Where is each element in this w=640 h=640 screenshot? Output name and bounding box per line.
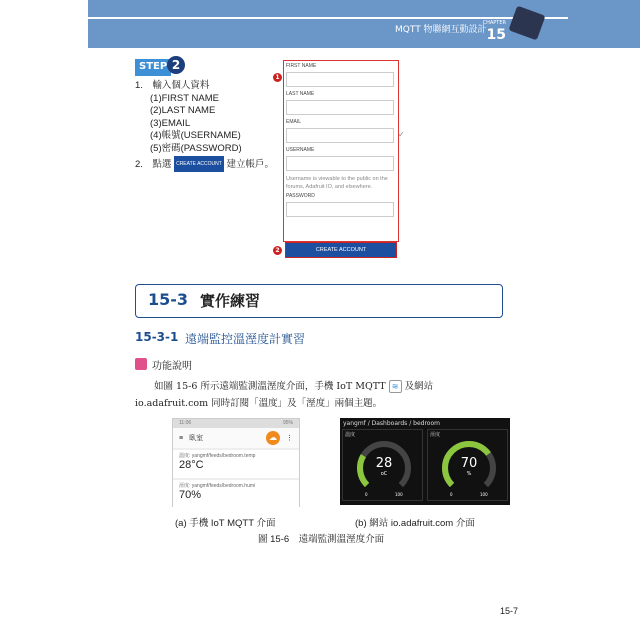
step-item: (3)EMAIL — [150, 117, 191, 129]
cloud-icon: ☁ — [266, 431, 280, 445]
web-breadcrumb: yangmf / Dashboards / bedroom — [343, 420, 440, 427]
phone-screenshot — [172, 418, 300, 507]
gauge-min: 0 — [365, 492, 368, 497]
feed-label: 溼度: yangmf/feeds/bedroom.humi — [179, 483, 256, 489]
step-item-2 — [135, 156, 274, 173]
gauge-label: 溫度 — [345, 432, 356, 438]
step-text: 2. 點選 — [135, 158, 172, 170]
gauge-panel — [342, 429, 423, 501]
feed-value: 28°C — [179, 459, 204, 471]
feed-value: 70% — [179, 489, 202, 501]
step-item: (1)FIRST NAME — [150, 92, 219, 104]
function-label: 功能說明 — [152, 361, 192, 372]
more-icon: ⋮ — [286, 435, 293, 442]
feed-label: 溫度: yangmf/feeds/bedroom.temp — [179, 453, 256, 459]
marker-2: 2 — [273, 246, 282, 255]
password-field[interactable] — [286, 202, 394, 217]
username-field[interactable] — [286, 156, 394, 171]
step-item: (5)密碼(PASSWORD) — [150, 142, 242, 154]
chapter-label: CHAPTER — [482, 20, 506, 26]
step-item: (2)LAST NAME — [150, 105, 216, 117]
gauge-unit: oC — [380, 471, 388, 477]
section-title: 實作練習 — [200, 292, 261, 310]
page-number: 15-7 — [500, 606, 519, 616]
step-label: STEP — [135, 59, 171, 76]
caption-b: (b) 網站 io.adafruit.com 介面 — [355, 518, 475, 529]
last-name-label: LAST NAME — [286, 91, 315, 97]
paragraph-text: 及網站 io.adafruit.com 同時訂閱「溫度」及「溼度」兩個主題。 — [135, 381, 434, 409]
username-label: USERNAME — [286, 147, 315, 153]
marker-1: 1 — [273, 73, 282, 82]
step-text: 建立帳戶。 — [226, 158, 274, 170]
paragraph — [135, 378, 505, 412]
web-screenshot — [340, 418, 510, 505]
gauge-label: 溼度 — [430, 432, 441, 438]
function-icon — [135, 358, 147, 370]
step-item: (4)帳號(USERNAME) — [150, 130, 241, 142]
username-help: Username is viewable to the public on the forums, Adafruit IO, and elsewhere. — [286, 176, 388, 190]
gauge-max: 100 — [395, 492, 403, 497]
gauge-min: 0 — [450, 492, 453, 497]
gauge-unit: % — [466, 471, 472, 477]
header-band — [88, 0, 640, 48]
phone-title: 臥室 — [189, 435, 204, 442]
gauge-value: 70 — [460, 456, 478, 471]
subsection-title: 遠端監控溫溼度計實習 — [185, 332, 306, 346]
gauge-panel — [427, 429, 508, 501]
header-title: MQTT 物聯網互動設計 — [395, 25, 487, 35]
figure-caption: 圖 15-6 遠端監測溫溼度介面 — [258, 534, 385, 545]
header-line — [88, 17, 568, 19]
section-number: 15-3 — [148, 290, 189, 309]
create-account-inline: CREATE ACCOUNT — [174, 156, 224, 173]
gauge-max: 100 — [480, 492, 488, 497]
signup-form — [283, 60, 399, 242]
phone-battery: 95% — [282, 420, 293, 426]
phone-time: 11:06 — [179, 420, 192, 426]
create-account-button[interactable]: CREATE ACCOUNT — [285, 242, 397, 258]
caption-a: (a) 手機 IoT MQTT 介面 — [175, 518, 276, 529]
subsection-number: 15-3-1 — [135, 330, 179, 344]
first-name-label: FIRST NAME — [286, 63, 317, 69]
section-box — [135, 284, 503, 318]
email-label: EMAIL — [286, 119, 302, 125]
chapter-number: 15 — [486, 27, 506, 43]
email-field[interactable] — [286, 128, 394, 143]
paragraph-text: 如圖 15-6 所示遠端監測溫溼度介面，手機 IoT MQTT — [154, 381, 386, 392]
step-number: 2 — [167, 56, 185, 74]
mqtt-app-icon: ≋ — [389, 380, 402, 393]
step-list — [135, 80, 274, 172]
last-name-field[interactable] — [286, 100, 394, 115]
menu-icon: ≡ — [179, 434, 184, 442]
password-label: PASSWORD — [286, 193, 315, 199]
check-icon: ✓ — [398, 130, 405, 139]
first-name-field[interactable] — [286, 72, 394, 87]
gauge-value: 28 — [375, 456, 393, 471]
step-item: 1. 輸入個人資料 — [135, 80, 210, 91]
